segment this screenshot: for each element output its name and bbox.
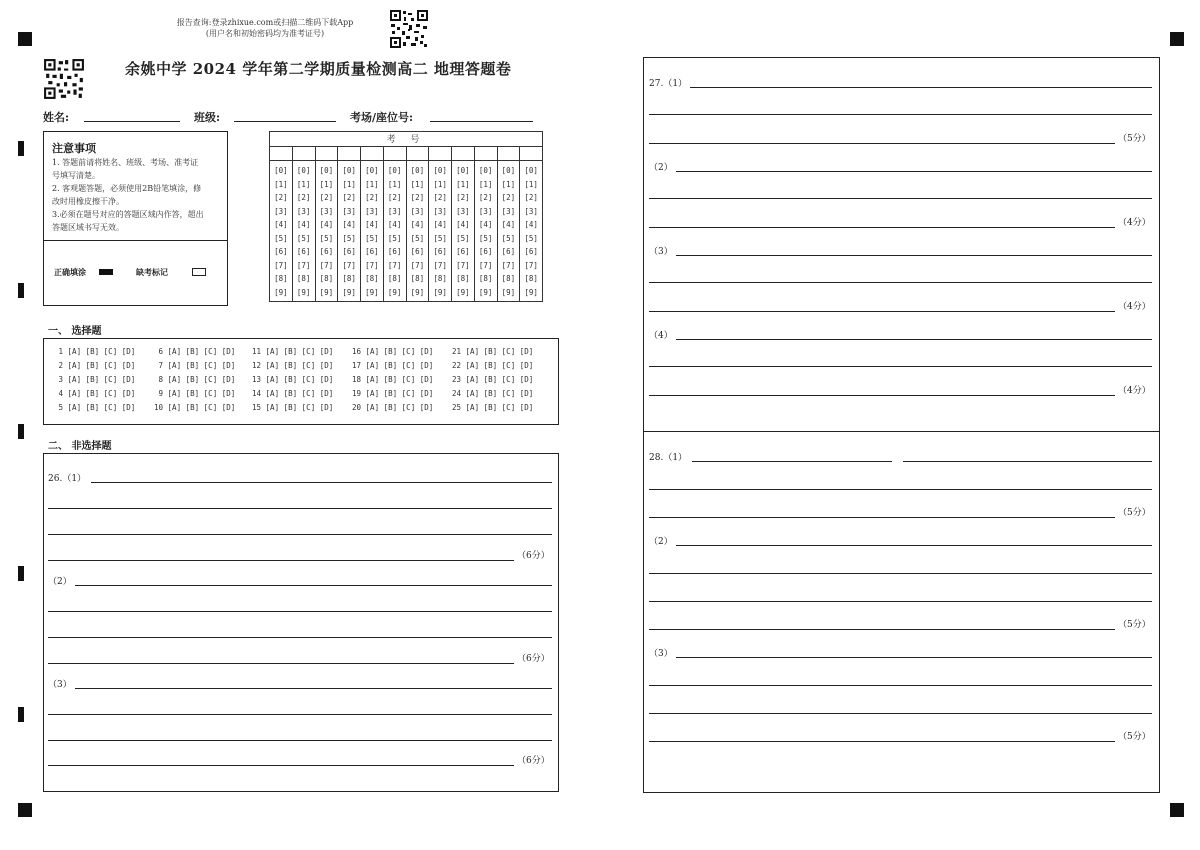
answer-line[interactable] xyxy=(48,765,514,766)
exam-id-bubble[interactable]: [8] xyxy=(296,274,311,283)
choice-item[interactable]: 22 [A] [B] [C] [D] xyxy=(452,361,534,370)
answer-line[interactable] xyxy=(649,198,1152,199)
exam-id-bubble[interactable]: [3] xyxy=(456,206,470,216)
choice-item[interactable]: 12 [A] [B] [C] [D] xyxy=(252,361,334,370)
notice-divider xyxy=(44,240,227,241)
exam-id-bubble[interactable]: [4] xyxy=(342,220,356,229)
exam-id-bubble[interactable]: [6] xyxy=(365,247,379,256)
exam-id-bubble[interactable]: [3] xyxy=(342,206,356,216)
exam-id-bubble[interactable]: [9] xyxy=(501,287,516,297)
corner-mark-top-left xyxy=(18,32,32,46)
exam-id-bubble[interactable]: [8] xyxy=(319,274,334,283)
filled-mark-sample xyxy=(99,269,113,275)
q27-part1-score: （5分） xyxy=(1118,134,1151,144)
fill-legend-label: 正确填涂 xyxy=(54,267,86,277)
choice-item[interactable]: 13 [A] [B] [C] [D] xyxy=(252,375,334,384)
qr-code-icon xyxy=(388,8,430,50)
exam-id-grid xyxy=(269,131,543,302)
q27-part3-score: （4分） xyxy=(1118,302,1151,312)
exam-id-bubble[interactable]: [6] xyxy=(342,247,356,256)
exam-id-bubble[interactable]: [6] xyxy=(456,247,470,256)
choice-item[interactable]: 8 [A] [B] [C] [D] xyxy=(154,375,236,384)
exam-id-bubble[interactable]: [6] xyxy=(296,247,311,256)
corner-mark-bottom-right xyxy=(1170,803,1184,817)
exam-id-write-cell[interactable] xyxy=(270,147,293,161)
exam-id-bubble[interactable]: [9] xyxy=(410,287,425,297)
answer-line[interactable] xyxy=(649,143,1115,144)
q26-part3-label: （3） xyxy=(48,680,72,690)
choice-item[interactable]: 1 [A] [B] [C] [D] xyxy=(54,347,136,356)
section-subjective-title: 二、 非选择题 xyxy=(48,441,112,452)
choice-item[interactable]: 16 [A] [B] [C] [D] xyxy=(352,347,434,356)
choice-item[interactable]: 2 [A] [B] [C] [D] xyxy=(54,361,136,370)
exam-id-bubble[interactable]: [0] xyxy=(456,166,470,175)
exam-id-bubble[interactable]: [4] xyxy=(319,220,334,229)
report-hint-line2: (用户名和初始密码均为准考证号) xyxy=(205,29,325,38)
multiple-choice-box xyxy=(43,338,559,425)
exam-id-write-cell[interactable] xyxy=(520,147,543,161)
q28-part1-score: （5分） xyxy=(1118,508,1151,518)
exam-id-title: 考 号 xyxy=(270,132,543,147)
exam-id-bubble[interactable]: [3] xyxy=(410,206,425,216)
exam-id-bubble[interactable]: [6] xyxy=(319,247,334,256)
exam-id-bubble[interactable]: [4] xyxy=(387,220,402,229)
qr-code-icon xyxy=(42,57,86,101)
exam-id-write-cell[interactable] xyxy=(452,147,475,161)
exam-id-bubble[interactable]: [8] xyxy=(456,274,470,283)
q27-answer-box xyxy=(643,57,1160,432)
exam-id-bubble[interactable]: [7] xyxy=(319,260,334,270)
exam-id-bubble[interactable]: [4] xyxy=(410,220,425,229)
answer-line[interactable] xyxy=(48,714,552,715)
exam-id-bubble[interactable]: [2] xyxy=(456,193,470,202)
exam-id-bubble[interactable]: [8] xyxy=(387,274,402,283)
exam-id-bubble[interactable]: [4] xyxy=(296,220,311,229)
exam-id-bubble[interactable]: [6] xyxy=(410,247,425,256)
exam-id-bubble[interactable]: [1] xyxy=(433,179,447,189)
exam-id-bubble[interactable]: [8] xyxy=(524,274,538,283)
q27-part2-score: （4分） xyxy=(1118,218,1151,228)
answer-line[interactable] xyxy=(649,311,1115,312)
exam-id-bubble[interactable]: [0] xyxy=(478,166,493,175)
exam-id-write-cell[interactable] xyxy=(361,147,384,161)
name-label: 姓名: xyxy=(43,111,70,124)
exam-id-bubble[interactable]: [7] xyxy=(410,260,425,270)
answer-line[interactable] xyxy=(649,573,1152,574)
exam-id-bubble[interactable]: [2] xyxy=(433,193,447,202)
answer-line[interactable] xyxy=(690,87,1152,88)
timing-mark xyxy=(18,566,24,581)
exam-id-bubble[interactable]: [4] xyxy=(456,220,470,229)
exam-id-bubble[interactable]: [4] xyxy=(365,220,379,229)
choice-item[interactable]: 23 [A] [B] [C] [D] xyxy=(452,375,534,384)
q27-part4-label: （4） xyxy=(649,331,673,341)
exam-id-bubble[interactable]: [9] xyxy=(342,287,356,297)
answer-line[interactable] xyxy=(48,534,552,535)
choice-item[interactable]: 9 [A] [B] [C] [D] xyxy=(154,389,236,398)
notice-line: 号填写清楚。 xyxy=(52,171,100,180)
exam-id-bubble[interactable]: [6] xyxy=(433,247,447,256)
exam-id-column xyxy=(474,161,497,302)
q28-part2-label: （2） xyxy=(649,537,673,547)
answer-line[interactable] xyxy=(649,395,1115,396)
exam-id-column xyxy=(338,161,361,302)
exam-id-write-cell[interactable] xyxy=(474,147,497,161)
exam-id-bubble[interactable]: [0] xyxy=(365,166,379,175)
notice-line: 3.必须在题号对应的答题区域内作答，超出 xyxy=(52,210,204,219)
exam-id-bubble[interactable]: [6] xyxy=(501,247,516,256)
exam-id-bubble[interactable]: [0] xyxy=(433,166,447,175)
q27-part4-score: （4分） xyxy=(1118,386,1151,396)
choice-item[interactable]: 18 [A] [B] [C] [D] xyxy=(352,375,434,384)
exam-id-bubble[interactable]: [6] xyxy=(274,247,288,256)
answer-line[interactable] xyxy=(48,637,552,638)
exam-id-bubble[interactable]: [8] xyxy=(410,274,425,283)
exam-id-bubble[interactable]: [5] xyxy=(410,233,425,243)
page-title: 余姚中学 2024 学年第二学期质量检测高二 地理答题卷 xyxy=(125,60,512,78)
q27-part3-label: （3） xyxy=(649,247,673,257)
exam-id-column xyxy=(406,161,429,302)
exam-id-bubble[interactable]: [0] xyxy=(410,166,425,175)
exam-id-bubble[interactable]: [1] xyxy=(501,179,516,189)
notice-title: 注意事项 xyxy=(52,142,96,155)
exam-id-bubble[interactable]: [5] xyxy=(478,233,493,243)
answer-line[interactable] xyxy=(48,740,552,741)
exam-id-bubble[interactable]: [5] xyxy=(387,233,402,243)
answer-line[interactable] xyxy=(649,629,1115,630)
answer-line[interactable] xyxy=(48,663,514,664)
choice-item[interactable]: 25 [A] [B] [C] [D] xyxy=(452,403,534,412)
q28-part1-label: 28.（1） xyxy=(649,453,688,463)
exam-id-bubble[interactable]: [8] xyxy=(478,274,493,283)
exam-id-bubble[interactable]: [7] xyxy=(296,260,311,270)
exam-id-write-cell[interactable] xyxy=(383,147,406,161)
choice-item[interactable]: 4 [A] [B] [C] [D] xyxy=(54,389,136,398)
answer-line[interactable] xyxy=(649,489,1152,490)
exam-id-bubble[interactable]: [5] xyxy=(319,233,334,243)
answer-line[interactable] xyxy=(676,339,1152,340)
section-objective-title: 一、 选择题 xyxy=(48,326,102,337)
answer-line[interactable] xyxy=(676,657,1152,658)
exam-id-bubble[interactable]: [7] xyxy=(524,260,538,270)
choice-item[interactable]: 17 [A] [B] [C] [D] xyxy=(352,361,434,370)
exam-id-bubble[interactable]: [9] xyxy=(387,287,402,297)
exam-id-bubble[interactable]: [7] xyxy=(274,260,288,270)
notice-line: 改时用橡皮擦干净。 xyxy=(52,197,124,206)
answer-line[interactable] xyxy=(649,517,1115,518)
answer-line[interactable] xyxy=(676,255,1152,256)
name-field[interactable] xyxy=(84,121,180,122)
answer-line[interactable] xyxy=(649,227,1115,228)
choice-item[interactable]: 6 [A] [B] [C] [D] xyxy=(154,347,236,356)
exam-id-bubble[interactable]: [9] xyxy=(456,287,470,297)
exam-id-bubble[interactable]: [3] xyxy=(319,206,334,216)
choice-item[interactable]: 14 [A] [B] [C] [D] xyxy=(252,389,334,398)
exam-id-bubble[interactable]: [6] xyxy=(524,247,538,256)
exam-id-bubble[interactable]: [2] xyxy=(524,193,538,202)
exam-id-bubble[interactable]: [8] xyxy=(365,274,379,283)
timing-mark xyxy=(18,283,24,298)
notice-line: 答题区域书写无效。 xyxy=(52,223,124,232)
answer-line[interactable] xyxy=(649,685,1152,686)
timing-mark xyxy=(18,707,24,722)
exam-id-bubble[interactable]: [8] xyxy=(433,274,447,283)
exam-id-bubble[interactable]: [0] xyxy=(296,166,311,175)
answer-line[interactable] xyxy=(91,482,552,483)
exam-id-bubble[interactable]: [0] xyxy=(524,166,538,175)
q28-part2-score: （5分） xyxy=(1118,620,1151,630)
exam-id-bubble[interactable]: [9] xyxy=(478,287,493,297)
answer-line[interactable] xyxy=(676,545,1152,546)
q26-answer-box xyxy=(43,453,559,792)
exam-id-bubble[interactable]: [9] xyxy=(433,287,447,297)
choice-item[interactable]: 7 [A] [B] [C] [D] xyxy=(154,361,236,370)
report-hint-line1: 报告查询:登录zhixue.com或扫描二维码下载App xyxy=(176,18,354,27)
exam-id-bubble[interactable]: [5] xyxy=(365,233,379,243)
answer-line[interactable] xyxy=(48,611,552,612)
q26-part3-score: （6分） xyxy=(517,756,550,766)
exam-id-bubble[interactable]: [4] xyxy=(274,220,288,229)
exam-id-bubble[interactable]: [4] xyxy=(478,220,493,229)
exam-id-bubble[interactable]: [0] xyxy=(342,166,356,175)
exam-id-bubble[interactable]: [4] xyxy=(524,220,538,229)
exam-id-column xyxy=(292,161,315,302)
exam-id-write-cell[interactable] xyxy=(338,147,361,161)
exam-id-bubble[interactable]: [5] xyxy=(501,233,516,243)
exam-id-bubble[interactable]: [3] xyxy=(433,206,447,216)
exam-id-bubble[interactable]: [9] xyxy=(296,287,311,297)
choice-item[interactable]: 20 [A] [B] [C] [D] xyxy=(352,403,434,412)
exam-id-write-cell[interactable] xyxy=(315,147,338,161)
class-label: 班级: xyxy=(194,111,221,124)
answer-line[interactable] xyxy=(48,560,514,561)
exam-id-bubble[interactable]: [8] xyxy=(274,274,288,283)
exam-id-bubble[interactable]: [5] xyxy=(524,233,538,243)
exam-id-bubble[interactable]: [1] xyxy=(456,179,470,189)
exam-id-bubble[interactable]: [7] xyxy=(478,260,493,270)
q27-part2-label: （2） xyxy=(649,163,673,173)
class-field[interactable] xyxy=(234,121,336,122)
exam-id-bubble[interactable]: [7] xyxy=(387,260,402,270)
exam-id-bubble[interactable]: [2] xyxy=(387,193,402,202)
exam-id-bubble[interactable]: [0] xyxy=(274,166,288,175)
exam-id-bubble[interactable]: [1] xyxy=(387,179,402,189)
answer-line[interactable] xyxy=(75,688,552,689)
timing-mark xyxy=(18,424,24,439)
exam-id-bubble[interactable]: [7] xyxy=(365,260,379,270)
q26-part2-label: （2） xyxy=(48,577,72,587)
choice-item[interactable]: 11 [A] [B] [C] [D] xyxy=(252,347,334,356)
answer-line[interactable] xyxy=(692,461,892,462)
exam-id-bubble[interactable]: [5] xyxy=(433,233,447,243)
exam-id-bubble[interactable]: [5] xyxy=(274,233,288,243)
q28-part3-label: （3） xyxy=(649,649,673,659)
exam-id-bubble[interactable]: [1] xyxy=(342,179,356,189)
exam-id-bubble[interactable]: [4] xyxy=(433,220,447,229)
exam-id-bubble[interactable]: [7] xyxy=(433,260,447,270)
exam-id-write-cell[interactable] xyxy=(406,147,429,161)
exam-id-bubble[interactable]: [7] xyxy=(501,260,516,270)
exam-id-bubble[interactable]: [1] xyxy=(410,179,425,189)
seat-field[interactable] xyxy=(430,121,533,122)
exam-id-bubble[interactable]: [2] xyxy=(319,193,334,202)
answer-line[interactable] xyxy=(649,741,1115,742)
exam-id-bubble[interactable]: [2] xyxy=(478,193,493,202)
exam-id-bubble[interactable]: [0] xyxy=(319,166,334,175)
exam-id-bubble[interactable]: [5] xyxy=(456,233,470,243)
exam-id-column xyxy=(315,161,338,302)
corner-mark-bottom-left xyxy=(18,803,32,817)
exam-id-bubble[interactable]: [6] xyxy=(387,247,402,256)
exam-id-bubble[interactable]: [2] xyxy=(274,193,288,202)
choice-item[interactable]: 5 [A] [B] [C] [D] xyxy=(54,403,136,412)
exam-id-bubble[interactable]: [1] xyxy=(524,179,538,189)
exam-id-bubble[interactable]: [2] xyxy=(365,193,379,202)
exam-id-bubble[interactable]: [8] xyxy=(501,274,516,283)
answer-line[interactable] xyxy=(75,585,552,586)
exam-id-bubble[interactable]: [0] xyxy=(387,166,402,175)
exam-id-bubble[interactable]: [9] xyxy=(319,287,334,297)
exam-id-column xyxy=(520,161,543,302)
exam-id-bubble[interactable]: [3] xyxy=(365,206,379,216)
notice-text xyxy=(52,156,224,234)
q28-part3-score: （5分） xyxy=(1118,732,1151,742)
exam-id-bubble[interactable]: [5] xyxy=(296,233,311,243)
exam-id-bubble[interactable]: [5] xyxy=(342,233,356,243)
exam-id-bubble[interactable]: [1] xyxy=(319,179,334,189)
exam-id-bubble[interactable]: [3] xyxy=(274,206,288,216)
exam-id-bubble[interactable]: [2] xyxy=(342,193,356,202)
choice-item[interactable]: 21 [A] [B] [C] [D] xyxy=(452,347,534,356)
exam-id-bubble[interactable]: [9] xyxy=(365,287,379,297)
absent-mark-box[interactable] xyxy=(192,268,206,276)
exam-id-bubble[interactable]: [7] xyxy=(342,260,356,270)
notice-line: 2. 客观题答题，必须使用2B铅笔填涂，修 xyxy=(52,184,202,193)
exam-id-column xyxy=(361,161,384,302)
choice-item[interactable]: 3 [A] [B] [C] [D] xyxy=(54,375,136,384)
exam-id-bubble[interactable]: [1] xyxy=(296,179,311,189)
exam-id-column xyxy=(497,161,520,302)
exam-id-bubble[interactable]: [2] xyxy=(296,193,311,202)
exam-id-write-cell[interactable] xyxy=(429,147,452,161)
exam-id-bubble[interactable]: [3] xyxy=(524,206,538,216)
report-hint xyxy=(150,17,380,39)
exam-id-bubble[interactable]: [6] xyxy=(478,247,493,256)
exam-id-bubble[interactable]: [3] xyxy=(478,206,493,216)
exam-id-bubble[interactable]: [2] xyxy=(410,193,425,202)
answer-line[interactable] xyxy=(649,366,1152,367)
choice-item[interactable]: 24 [A] [B] [C] [D] xyxy=(452,389,534,398)
answer-line[interactable] xyxy=(676,171,1152,172)
exam-id-column xyxy=(452,161,475,302)
q28-answer-box xyxy=(643,431,1160,793)
choice-item[interactable]: 15 [A] [B] [C] [D] xyxy=(252,403,334,412)
exam-id-bubble[interactable]: [3] xyxy=(387,206,402,216)
exam-id-bubble[interactable]: [3] xyxy=(296,206,311,216)
exam-id-column xyxy=(270,161,293,302)
exam-id-column xyxy=(429,161,452,302)
notice-box xyxy=(43,131,228,306)
notice-line: 1. 答题前请将姓名、班级、考场、准考证 xyxy=(52,158,199,167)
q26-part2-score: （6分） xyxy=(517,654,550,664)
seat-label: 考场/座位号: xyxy=(350,111,414,124)
exam-id-write-cell[interactable] xyxy=(292,147,315,161)
answer-line[interactable] xyxy=(649,282,1152,283)
answer-line[interactable] xyxy=(903,461,1152,462)
exam-id-bubble[interactable]: [4] xyxy=(501,220,516,229)
choice-item[interactable]: 10 [A] [B] [C] [D] xyxy=(154,403,236,412)
q26-part1-score: （6分） xyxy=(517,551,550,561)
corner-mark-top-right xyxy=(1170,32,1184,46)
choice-item[interactable]: 19 [A] [B] [C] [D] xyxy=(352,389,434,398)
absent-legend-label: 缺考标记 xyxy=(136,267,168,277)
q27-part1-label: 27.（1） xyxy=(649,79,688,89)
exam-id-bubble[interactable]: [9] xyxy=(274,287,288,297)
exam-id-bubble[interactable]: [2] xyxy=(501,193,516,202)
exam-id-bubble[interactable]: [8] xyxy=(342,274,356,283)
answer-line[interactable] xyxy=(649,114,1152,115)
timing-mark xyxy=(18,141,24,156)
exam-id-bubble[interactable]: [1] xyxy=(478,179,493,189)
exam-id-bubble[interactable]: [3] xyxy=(501,206,516,216)
exam-id-write-cell[interactable] xyxy=(497,147,520,161)
answer-line[interactable] xyxy=(649,713,1152,714)
answer-line[interactable] xyxy=(48,508,552,509)
exam-id-bubble[interactable]: [7] xyxy=(456,260,470,270)
exam-id-bubble[interactable]: [1] xyxy=(365,179,379,189)
exam-id-bubble[interactable]: [1] xyxy=(274,179,288,189)
answer-line[interactable] xyxy=(649,601,1152,602)
exam-id-bubble[interactable]: [0] xyxy=(501,166,516,175)
q26-part1-label: 26.（1） xyxy=(48,474,87,484)
exam-id-column xyxy=(383,161,406,302)
exam-id-bubble[interactable]: [9] xyxy=(524,287,538,297)
